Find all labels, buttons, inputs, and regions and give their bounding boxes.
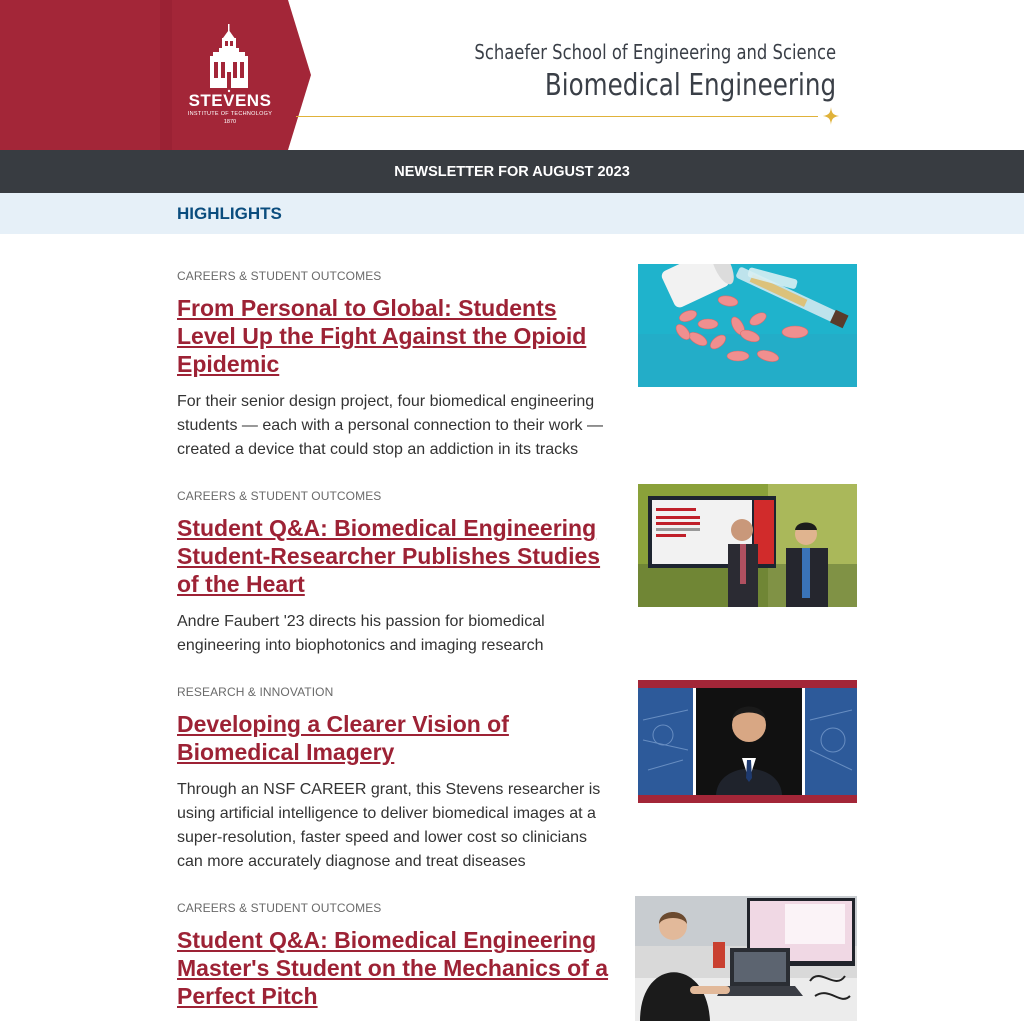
article-title-link[interactable]: From Personal to Global: Students Level Up the Fight Against the Opioid Epidemic [177, 295, 587, 377]
article-title-link[interactable]: Developing a Clearer Vision of Biomedical Imagery [177, 711, 509, 765]
researcher-portrait-image[interactable] [638, 680, 857, 803]
article-title-link[interactable]: Student Q&A: Biomedical Engineering Student-Researcher Publishes Studies of the Heart [177, 515, 601, 597]
newsletter-header [0, 0, 1024, 150]
sparkle-icon [822, 106, 840, 126]
highlights-section-bar [0, 193, 1024, 234]
logo-year: 1870 [223, 119, 237, 125]
article-category: CAREERS & STUDENT OUTCOMES [177, 269, 382, 283]
stevens-logo[interactable] [175, 22, 285, 132]
article-category: RESEARCH & INNOVATION [177, 685, 334, 699]
article-title-link[interactable]: Student Q&A: Biomedical Engineering Master's Student on the Mechanics of a Perfect Pitch [177, 927, 609, 1009]
logo-subtitle: INSTITUTE OF TECHNOLOGY [187, 111, 273, 117]
researchers-photo[interactable] [638, 484, 857, 607]
article-item [177, 489, 857, 658]
article-description: Andre Faubert '23 directs his passion for biomedical engineering into biophotonics and imaging research [177, 613, 545, 654]
article-description: For their senior design project, four biomedical engineering students — each with a personal connection to their work — created a device that could stop an addiction in its tracks [177, 393, 603, 458]
school-name: Schaefer School of Engineering and Science [474, 40, 836, 64]
newsletter-title-bar: NEWSLETTER FOR AUGUST 2023 [0, 150, 1024, 193]
article-item [177, 901, 857, 1010]
article-category: CAREERS & STUDENT OUTCOMES [177, 489, 382, 503]
logo-name: STEVENS [188, 91, 272, 110]
article-category: CAREERS & STUDENT OUTCOMES [177, 901, 382, 915]
article-description: Through an NSF CAREER grant, this Stevens researcher is using artificial intelligence to deliver biomedical images at a super-resolution, faster speed and lower cost so clinicians can more accurately diagnose and treat diseases [177, 781, 601, 870]
student-at-computer-image[interactable] [635, 896, 857, 1021]
tower-icon [175, 22, 285, 94]
department-name: Biomedical Engineering [544, 68, 836, 103]
gold-divider [296, 116, 818, 117]
article-item [177, 685, 857, 874]
logo-text [175, 92, 285, 126]
article-item [177, 269, 857, 462]
pills-and-syringe-image[interactable] [638, 264, 857, 387]
highlights-heading: HIGHLIGHTS [177, 204, 282, 223]
